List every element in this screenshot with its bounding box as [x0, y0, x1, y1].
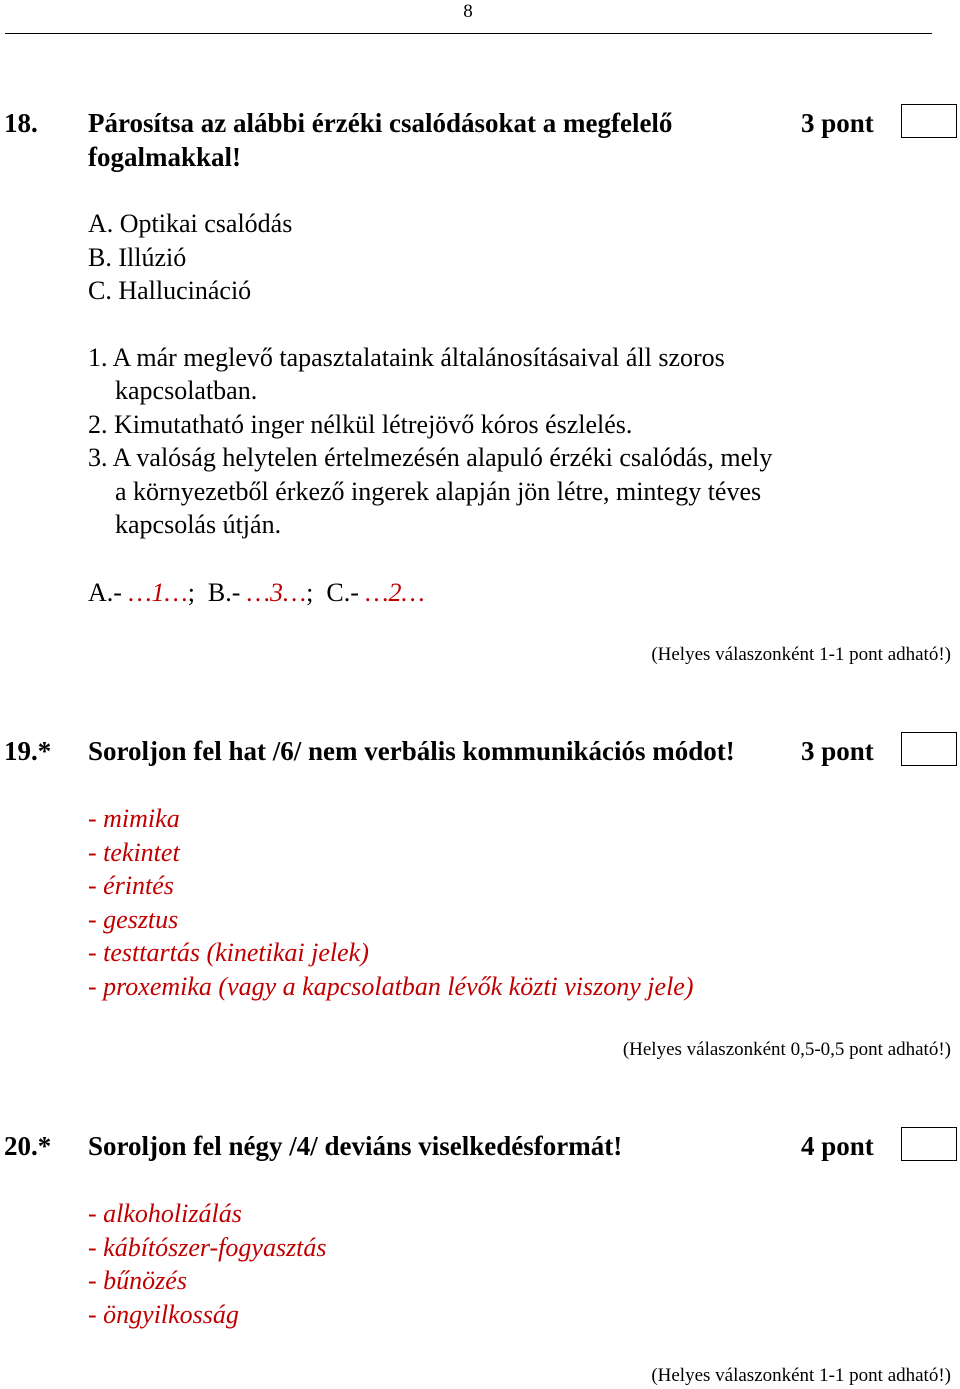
- q18-statement-1: 1. A már meglevő tapasztalataink általánosításaival áll szoros: [88, 343, 725, 372]
- q18-option-a: A. Optikai csalódás: [88, 209, 293, 238]
- q18-number: 18.: [4, 108, 38, 138]
- q18-statement-2: 2. Kimutatható inger nélkül létrejövő kóros észlelés.: [88, 410, 633, 439]
- q19-text: Soroljon fel hat /6/ nem verbális kommunikációs módot!: [88, 736, 735, 766]
- q18-answer-sep-2: ;: [306, 578, 314, 607]
- q20-points: 4 pont: [801, 1131, 874, 1161]
- q20-scoring-note: (Helyes válaszonként 1-1 pont adható!): [651, 1365, 951, 1386]
- q18-option-c: C. Hallucináció: [88, 276, 252, 305]
- q18-answer-b-value: …3…: [246, 578, 307, 607]
- q19-answer-item: - érintés: [88, 871, 174, 900]
- q20-answer-item: - öngyilkosság: [88, 1300, 239, 1329]
- q20-text: Soroljon fel négy /4/ deviáns viselkedésformát!: [88, 1131, 623, 1161]
- q20-answer-item: - bűnözés: [88, 1266, 187, 1295]
- header-divider: [5, 33, 932, 34]
- q19-answer-item: - tekintet: [88, 838, 180, 867]
- q18-option-b: B. Illúzió: [88, 243, 187, 272]
- q18-answer-a-value: …1…: [128, 578, 188, 607]
- q19-points: 3 pont: [801, 736, 874, 766]
- q20-score-box[interactable]: [901, 1127, 957, 1161]
- q18-text: Párosítsa az alábbi érzéki csalódásokat a megfelelő fogalmakkal!: [88, 108, 673, 172]
- q18-answer-a-label: A.-: [88, 578, 122, 607]
- q19-score-box[interactable]: [901, 732, 957, 766]
- q18-answer-sep-1: ;: [187, 578, 195, 607]
- q18-statement-3-cont2: kapcsolás útján.: [115, 510, 282, 539]
- q18-statement-1-cont: kapcsolatban.: [115, 376, 258, 405]
- q18-answer-c-value: …2…: [365, 578, 425, 607]
- q18-statement-3-cont: a környezetből érkező ingerek alapján jön létre, mintegy téves: [115, 477, 762, 506]
- page-number: 8: [463, 1, 473, 22]
- q18-answer-c-label: C.-: [326, 578, 359, 607]
- q19-answer-item: - gesztus: [88, 905, 179, 934]
- q18-answer-row: [88, 576, 425, 609]
- q18-scoring-note: (Helyes válaszonként 1-1 pont adható!): [651, 644, 951, 665]
- q20-number: 20.*: [4, 1131, 52, 1161]
- q18-score-box[interactable]: [901, 104, 957, 138]
- q20-answer-item: - alkoholizálás: [88, 1199, 242, 1228]
- q19-scoring-note: (Helyes válaszonként 0,5-0,5 pont adható!): [622, 1039, 951, 1060]
- q18-answer-b-label: B.-: [207, 578, 241, 607]
- q19-answer-item: - proxemika (vagy a kapcsolatban lévők közti viszony jele): [88, 972, 694, 1001]
- q19-number: 19.*: [4, 736, 52, 766]
- q18-statement-3: 3. A valóság helytelen értelmezésén alapuló érzéki csalódás, mely: [88, 443, 773, 472]
- q19-answer-item: - testtartás (kinetikai jelek): [88, 938, 369, 967]
- q18-points: 3 pont: [801, 108, 874, 138]
- q19-answer-item: - mimika: [88, 804, 180, 833]
- q20-answer-item: - kábítószer-fogyasztás: [88, 1233, 327, 1262]
